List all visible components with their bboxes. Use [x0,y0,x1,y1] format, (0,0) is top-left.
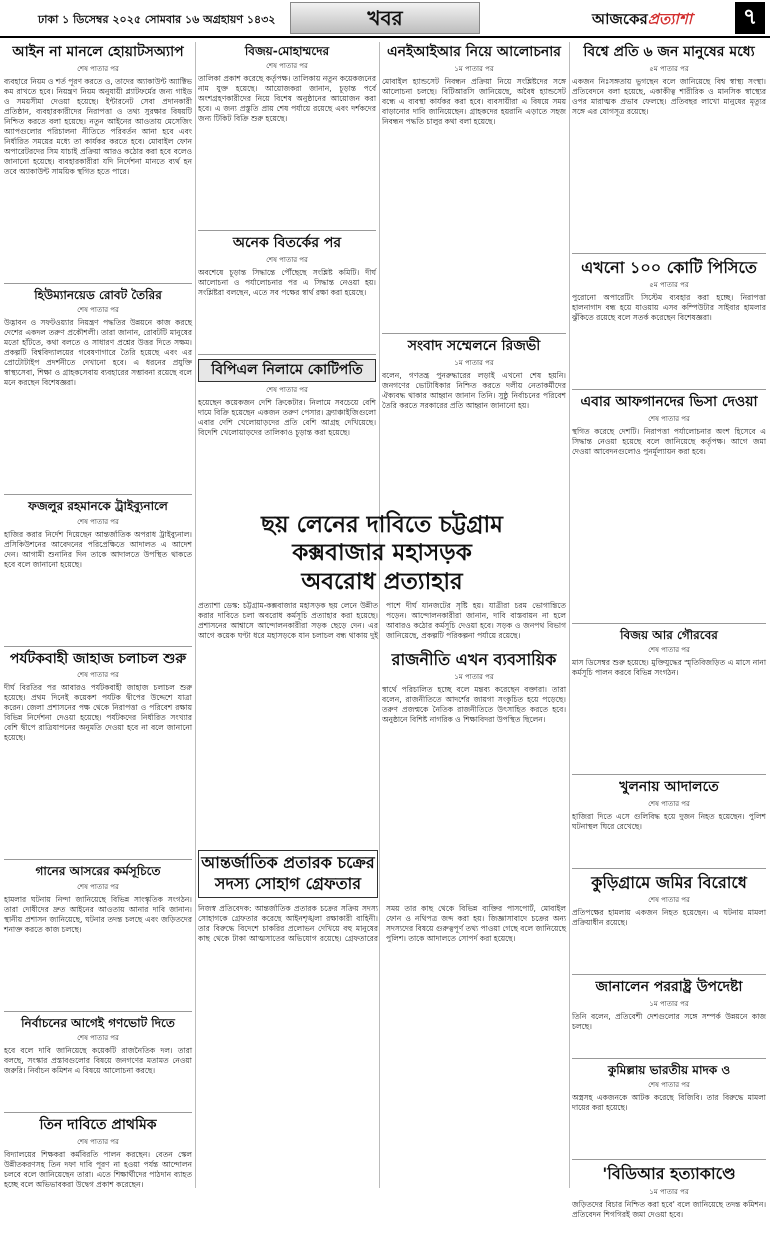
column-2 [198,44,376,510]
story-body: বলেন, গণতন্ত্র পুনরুদ্ধারের লড়াই এখনো শেষ হয়নি। জনগণের ভোটাধিকার নিশ্চিত করতে দলীয় নেতাকর্মীদের ঐক্যবদ্ধ থাকার আহ্বান জানান তিনি। সুষ্ঠু নির্বাচনের পরিবেশ তৈরি করতে সরকারের প্রতি আহ্বান জানানো হয়। [382,370,566,410]
news-story [572,779,766,862]
feature-headline-line3: অবরোধ প্রত্যাহার [301,568,463,595]
story-headline: বিজয় আর গৌরবের [620,627,718,642]
story-headline: সংবাদ সম্মেলনে রিজভী [407,337,541,354]
news-story [572,394,766,617]
story-headline: হিউম্যানয়েড রোবট তৈরির [34,287,162,302]
news-story [4,288,192,488]
news-story [382,650,566,845]
story-body: হয়েছেন কয়েকজন দেশি ক্রিকেটার। নিলামে সবচেয়ে বেশি দামে বিক্রি হয়েছেন একজন তরুণ পেসার। ফ্র্যাঞ্চাইজিগুলো এবার দেশি খেলোয়াড়দের প্রতি বেশি আগ্রহ দেখিয়েছে। বিদেশি খেলোয়াড়দের তালিকাও চূড়ান্ত করা হয়েছে। [198,397,376,437]
story-headline: ফজলুর রহমানকে ট্রাইব্যুনালে [28,499,168,514]
story-headline: বিজয়-মোহাম্মদের [244,44,330,58]
story-headline: 'বিডিআর হত্যাকাণ্ডে [602,1164,736,1184]
story-body: হামলার ঘটনায় নিন্দা জানিয়েছে বিভিন্ন সাংস্কৃতিক সংগঠন। তারা দোষীদের দ্রুত আইনের আওতায় আনার দাবি জানান। স্থানীয় প্রশাসন জানিয়েছে, ঘটনার তদন্ত চলছে এবং জড়িতদের শনাক্ত করতে কাজ চলছে। [4,894,192,934]
story-jump: শেষ পাতার পর [266,62,308,71]
story-headline: রাজনীতি এখন ব্যবসায়িক [391,650,557,669]
column-3 [382,44,566,510]
story-headline: এখনো ১০০ কোটি পিসিতে [581,257,757,277]
story-headline: আইন না মানলে হোয়াটসঅ্যাপ [12,44,184,60]
newspaper-logo [592,8,692,33]
story-body: তিনি বলেন, প্রতিবেশী দেশগুলোর সঙ্গে সম্পর্ক উন্নয়নে কাজ চলছে। [572,1011,766,1031]
story-body: দীর্ঘ বিরতির পর আবারও পর্যটকবাহী জাহাজ চলাচল শুরু হয়েছে। প্রথম দিনেই কয়েকশ পর্যটক দ্বীপের উদ্দেশে যাত্রা করেন। জেলা প্রশাসনের পক্ষ থেকে নিরাপত্তা ও পরিবেশ রক্ষায় বিভিন্ন নির্দেশনা দেওয়া হয়েছে। পর্যটকদের নির্ধারিত সংখ্যার বেশি দ্বীপে রাত্রিযাপনের অনুমতি দেওয়া হবে না বলে জানানো হয়েছে। [4,683,192,743]
story-body: হাজিরা দিতে এসে গুলিবিদ্ধ হয়ে দুজন নিহত হয়েছেন। পুলিশ ঘটনাস্থল ঘিরে রেখেছে। [572,811,766,831]
story-headline: এবার আফগানদের ভিসা দেওয়া [580,393,758,410]
story-jump: শেষ পাতার পর [266,385,308,394]
story-headline: বিপিএল নিলামে কোটিপতি [198,359,376,382]
story-headline: অনেক বিতর্কের পর [232,235,342,252]
story-headline: এনইআইআর নিয়ে আলোচনার [386,44,562,60]
feature-headline-line2: কক্সবাজার মহাসড়ক [292,540,472,567]
edition-date: ঢাকা ১ ডিসেম্বর ২০২৫ সোমবার ১৬ অগ্রহায়ণ ১৪৩২ [38,13,276,26]
news-story [4,44,192,277]
story-body: পুরোনো অপারেটিং সিস্টেম ব্যবহার করা হচ্ছে। নিরাপত্তা হালনাগাদ বন্ধ হয়ে যাওয়ায় এসব কম্পিউটার সাইবার হামলার ঝুঁকিতে রয়েছে বলে সতর্ক করেছেন বিশেষজ্ঞরা। [572,292,766,322]
column-divider [195,42,196,1188]
story-body: প্রতিপক্ষের হামলায় একজন নিহত হয়েছেন। এ ঘটনায় মামলা প্রক্রিয়াধীন রয়েছে। [572,908,766,928]
news-story [198,235,376,348]
story-jump: শেষ পাতার পর [648,896,690,905]
story-jump: শেষ পাতার পর [77,882,119,891]
story-headline: নির্বাচনের আগেই গণভোট দিতে [21,1015,175,1030]
story-jump: ১ম পাতার পর [454,64,494,73]
story-headline: কুমিল্লায় ভারতীয় মাদক ও [607,1062,731,1077]
story-body: তালিকা প্রকাশ করেছে কর্তৃপক্ষ। তালিকায় নতুন কয়েকজনের নাম যুক্ত হয়েছে। আয়োজকরা জানান, চূড়ান্ত পর্বে অংশগ্রহণকারীদের নিয়ে বিশেষ অনুষ্ঠানের আয়োজন করা হবে। এ জন্য প্রস্তুতি প্রায় শেষ পর্যায়ে রয়েছে এবং দর্শকদের জন্য টিকিট বিক্রি শুরু হয়েছে। [198,74,376,124]
news-story [382,338,566,511]
feature-body: প্রত্যাশা ডেস্ক: চট্টগ্রাম-কক্সবাজার মহাসড়ক ছয় লেনে উন্নীত করার দাবিতে চলা অবরোধ কর্মসূচি প্রত্যাহার করা হয়েছে। প্রশাসনের আশ্বাসে আন্দোলনকারীরা সড়ক ছেড়ে দেন। এর আগে কয়েক ঘণ্টা ধরে মহাসড়কে যান চলাচল বন্ধ থাকায় দুই পাশে দীর্ঘ যানজটের সৃষ্টি হয়। যাত্রীরা চরম ভোগান্তিতে পড়েন। আন্দোলনকারীরা জানান, দাবি বাস্তবায়ন না হলে আবারও কঠোর কর্মসূচি দেওয়া হবে। সড়ক ও জনপথ বিভাগ জানিয়েছে, প্রকল্পটি পরিকল্পনা পর্যায়ে রয়েছে। [198,601,566,641]
news-story [4,1016,192,1106]
story-jump: শেষ পাতার পর [266,256,308,265]
story-jump: ১ম পাতার পর [649,1187,689,1196]
story-body: উদ্ভাবন ও সফটওয়্যার নিয়ন্ত্রণ পদ্ধতির উন্নয়নে কাজ করছে দেশের একদল তরুণ প্রকৌশলী। তারা জানান, রোবটটি মানুষের মতো হাঁটতে, কথা বলতে ও সাধারণ প্রশ্নের উত্তর দিতে সক্ষম। প্রকল্পটি বিশ্ববিদ্যালয়ের গবেষণাগারে তৈরি হয়েছে এবং এর প্রোটোটাইপ প্রদর্শনীতে দেখানো হবে। এ ধরনের প্রযুক্তি স্বাস্থ্যসেবা, শিক্ষা ও গ্রাহকসেবায় ব্যবহারের সম্ভাবনা রয়েছে বলে মনে করছেন বিশেষজ্ঞরা। [4,318,192,388]
story-jump: ১ম পাতার পর [454,673,494,682]
story-body: ব্যবহারে নিয়ম ও শর্ত পূরণ করতে ও, তাদের অ্যাকাউন্ট অ্যাক্টিভ কম রাখতে হবে। নিয়ন্ত্রণ নিয়ম অনুযায়ী প্ল্যাটফর্মের জন্য গাইড ও সময়সীমা দেওয়া হয়েছে। ইন্টারনেট সেবা প্রদানকারী প্রতিষ্ঠান, ব্যবহারকারীদের নিরাপত্তা ও তথ্য সুরক্ষার বিষয়টি নিশ্চিত করতে বলা হয়েছে। নতুন আইনের আওতায় মেসেজিং অ্যাপগুলোর পরিচালনা নীতিতে পরিবর্তন আনা হবে এবং নির্ধারিত সময়ের মধ্যে তা কার্যকর করতে হবে। মোবাইল ফোন অপারেটরদের সিম যাচাই প্রক্রিয়া আরও কঠোর করা হবে বলেও জানানো হয়েছে। ব্যবহারকারীরা যদি নির্দেশনা মানতে ব্যর্থ হন তবে অ্যাকাউন্ট সাময়িক স্থগিত হতে পারে। [4,76,192,176]
feature-headline-box [198,850,378,898]
news-story [198,44,376,224]
story-headline: তিন দাবিতে প্রাথমিক [39,1117,157,1134]
story-jump: শেষ পাতার পর [77,1137,119,1146]
feature-headline-line1: আন্তর্জাতিক প্রতারক চক্রের [201,853,375,872]
column-divider [569,42,570,1188]
logo-accent-text: প্রত্যাশা [647,10,693,28]
story-body: জড়িতদের বিচার নিশ্চিত করা হবে' বলে জানিয়েছে তদন্ত কমিশন। প্রতিবেদন শিগগিরই জমা দেওয়া হবে। [572,1199,766,1219]
story-body: মাস ডিসেম্বর শুরু হয়েছে। মুক্তিযুদ্ধের স্মৃতিবিজড়িত এ মাসে নানা কর্মসূচি পালন করবে বিভিন্ন সংগঠন। [572,658,766,678]
story-body: অবশেষে চূড়ান্ত সিদ্ধান্তে পৌঁছেছে সংশ্লিষ্ট কমিটি। দীর্ঘ আলোচনা ও পর্যালোচনার পর এ সিদ্ধান্ত নেওয়া হয়। সংশ্লিষ্টরা বলছেন, এতে সব পক্ষের স্বার্থ রক্ষা করা হয়েছে। [198,268,376,298]
story-jump: শেষ পাতার পর [77,671,119,680]
story-headline: বিশ্বে প্রতি ৬ জন মানুষের মধ্যে [583,44,755,60]
story-jump: শেষ পাতার পর [77,64,119,73]
feature-headline-line2: সদস্য সোহাগ গ্রেফতার [214,874,362,894]
news-story [4,499,192,639]
section-title: খবর [290,2,480,34]
news-story [572,873,766,968]
news-story [4,864,192,1004]
story-headline: কুড়িগ্রামে জমির বিরোধে [591,872,747,892]
news-story [572,1164,766,1259]
story-jump: ৫ম পাতার পর [649,280,689,289]
feature-headline-line1: ছয় লেনের দাবিতে চট্টগ্রাম [261,512,503,538]
story-jump: শেষ পাতার পর [77,517,119,526]
news-story [572,258,766,383]
story-body: স্বার্থে পরিচালিত হচ্ছে বলে মন্তব্য করেছেন বক্তারা। তারা বলেন, রাজনীতিতে আদর্শের জায়গা সংকুচিত হয়ে পড়েছে। তরুণ প্রজন্মকে নৈতিক রাজনীতিতে উৎসাহিত করতে হবে। অনুষ্ঠানে বিশিষ্ট নাগরিক ও শিক্ষাবিদরা উপস্থিত ছিলেন। [382,685,566,725]
story-body: একজন নিঃসঙ্গতায় ভুগছেন বলে জানিয়েছে বিশ্ব স্বাস্থ্য সংস্থা। প্রতিবেদনে বলা হয়েছে, একাকীত্ব শারীরিক ও মানসিক স্বাস্থ্যের ওপর মারাত্মক প্রভাব ফেলছে। প্রতিবছর লাখো মানুষের মৃত্যুর সঙ্গে এর যোগসূত্র রয়েছে। [572,76,766,116]
story-headline: জানালেন পররাষ্ট্র উপদেষ্টা [595,979,743,996]
news-story [382,44,566,327]
feature-body: নিজস্ব প্রতিবেদক: আন্তর্জাতিক প্রতারক চক্রের সক্রিয় সদস্য সোহাগকে গ্রেফতার করেছে আইনশৃঙ্খলা রক্ষাকারী বাহিনী। তার বিরুদ্ধে বিদেশে চাকরির প্রলোভন দেখিয়ে বহু মানুষের কাছ থেকে টাকা আত্মসাতের অভিযোগ রয়েছে। গ্রেফতারের সময় তার কাছ থেকে বিভিন্ন ব্যক্তির পাসপোর্ট, মোবাইল ফোন ও নথিপত্র জব্দ করা হয়। জিজ্ঞাসাবাদে চক্রের অন্য সদস্যদের বিষয়ে গুরুত্বপূর্ণ তথ্য পাওয়া গেছে বলে জানিয়েছে পুলিশ। তাকে আদালতে সোপর্দ করা হয়েছে। [198,904,566,944]
story-jump: শেষ পাতার পর [648,646,690,655]
news-story [572,1063,766,1153]
news-story [4,1117,192,1240]
story-jump: ৫ম পাতার পর [649,64,689,73]
story-jump: শেষ পাতার পর [648,799,690,808]
news-story [572,979,766,1052]
story-body: স্থগিত করেছে দেশটি। নিরাপত্তা পর্যালোচনার অংশ হিসেবে এ সিদ্ধান্ত নেওয়া হয়েছে বলে জানিয়েছে কর্তৃপক্ষ। আগে জমা দেওয়া আবেদনগুলোও পুনর্মূল্যায়ন করা হবে। [572,426,766,456]
news-story [572,44,766,247]
news-story [4,651,192,854]
logo-main-text: আজকের [592,10,648,28]
story-jump: ১ম পাতার পর [649,999,689,1008]
story-body: মোবাইল হ্যান্ডসেট নিবন্ধন প্রক্রিয়া নিয়ে সংশ্লিষ্টদের সঙ্গে আলোচনা চলছে। বিটিআরসি জানিয়েছে, অবৈধ হ্যান্ডসেট বন্ধে এ ব্যবস্থা কার্যকর করা হবে। ব্যবসায়ীরা এ বিষয়ে সময় বাড়ানোর দাবি জানিয়েছেন। গ্রাহকদের হয়রানি এড়াতে সহজ নিবন্ধন পদ্ধতি চালুর কথা বলা হয়েছে। [382,76,566,126]
story-jump: শেষ পাতার পর [648,414,690,423]
story-jump: শেষ পাতার পর [648,1081,690,1090]
column-1 [4,44,192,1188]
story-headline: খুলনায় আদালতে [619,779,719,796]
story-body: হবে বলে দাবি জানিয়েছে কয়েকটি রাজনৈতিক দল। তারা বলছে, সংস্কার প্রস্তাবগুলোর বিষয়ে জনগণের মতামত নেওয়া জরুরি। নির্বাচন কমিশন এ বিষয়ে আলোচনা করছে। [4,1046,192,1076]
story-jump: শেষ পাতার পর [77,306,119,315]
column-3-lower [382,650,566,840]
column-4 [572,44,766,1219]
story-headline: গানের আসরের কর্মসূচিতে [35,864,161,879]
feature-story-fraud [198,850,566,1174]
story-jump: শেষ পাতার পর [77,1034,119,1043]
story-body: হাজির করার নির্দেশ দিয়েছেন আন্তর্জাতিক অপরাধ ট্রাইব্যুনাল। প্রসিকিউশনের আবেদনের পরিপ্রেক্ষিতে আদালত এ আদেশ দেন। আগামী শুনানির দিন তাকে আদালতে উপস্থিত থাকতে হবে বলে জানানো হয়েছে। [4,529,192,569]
news-story [572,628,766,768]
story-body: বিদ্যালয়ের শিক্ষকরা কর্মবিরতি পালন করছেন। বেতন স্কেল উন্নীতকরণসহ তিন দফা দাবি পূরণ না হওয়া পর্যন্ত আন্দোলন চলবে বলে জানিয়েছেন তারা। এতে শিক্ষার্থীদের পাঠদান ব্যাহত হচ্ছে বলে অভিভাবকরা উদ্বেগ প্রকাশ করেছেন। [4,1149,192,1189]
story-jump: ১ম পাতার পর [454,358,494,367]
story-headline: পর্যটকবাহী জাহাজ চলাচল শুরু [9,650,187,667]
story-body: অস্ত্রসহ একজনকে আটক করেছে বিজিবি। তার বিরুদ্ধে মামলা দায়ের করা হয়েছে। [572,1093,766,1113]
page-number: ৭ [735,2,765,34]
page-header [0,0,770,38]
